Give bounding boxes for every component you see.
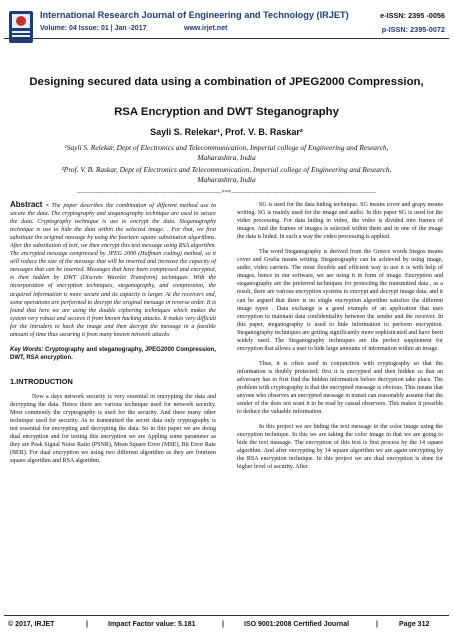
journal-name: International Research Journal of Engineering and Technology (IRJET) <box>40 10 349 20</box>
right-paragraph-1: SG is used for the data hiding technique. SG means cover and grapy means writing. SG is mainly used for the image and audio. In this paper SG is used for the video processing. For data hiding in video, the video is divided into frames of images. And the frames of images is selected within them and in one of the image the data is hided. In such a way the video processing is applied. <box>237 202 443 241</box>
footer-page-number: Page 312 <box>399 621 430 628</box>
footer-iso: ISO 9001:2008 Certified Journal <box>244 621 350 628</box>
keywords <box>10 346 216 362</box>
affiliation-2-line-1: ²Prof. V. B. Raskar, Dept of Electronics and Telecommunication, Imperial college of Engineering and Research, <box>61 165 392 174</box>
affiliation-1-line-2: Maharashtra, India <box>197 153 256 162</box>
keywords-text: Cryptography and steganography, JPEG2000 Compression, DWT, RSA encryption. <box>10 346 216 361</box>
e-issn: e-ISSN: 2395 -0056 <box>380 11 445 20</box>
paper-title <box>10 72 443 122</box>
footer-divider-1: | <box>86 621 88 628</box>
affiliation-1 <box>20 143 433 163</box>
section-separator: ---------------------------------------------------------------------***--------------------------------------------------------------------- <box>77 190 376 196</box>
journal-url[interactable]: www.irjet.net <box>184 25 228 32</box>
left-column <box>10 201 216 472</box>
journal-header <box>6 8 447 52</box>
footer-rule <box>4 615 449 616</box>
right-paragraph-4: In this project we are hiding the text message in the color image using the encryption technique. In this we are taking the color image in that we are going to hide the text massage. The encryption of this text is first process by the 14 square algorithm. And after encrypting by 14 square algorithm we are again encrypting by the RSA encryption technique. In this project we are dual encryption is done for higher level of security. After <box>237 424 443 471</box>
footer-copyright: © 2017, IRJET <box>8 621 55 628</box>
footer-impact-factor: Impact Factor value: 5.181 <box>108 621 196 628</box>
affiliation-1-line-1: ¹Sayli S. Relekar, Dept of Electronics and Telecommunication, Imperial college of Engineering and Research, <box>64 143 389 152</box>
abstract-label: Abstract - <box>10 200 49 209</box>
right-paragraph-2: The word Steganography is derived from the Greece words Stegos means cover and Grafia means writing. Steganography can be achieved by using image, audio, video carriers. The most flexible and efficient way to use it is with help of images, hence in our software, we are using it in form of image. Encryption and steganography are the preferred techniques for protecting the transmitted data , as a result, there are various encryption systems to encrypt and decrypt image data, and it can be argued that there is no single encryption algorithm satisfies the different image types . Data exchange is a good example of an application that uses encryption to maintain data confidentiality between the sender and the receiver. In this paper, steganography is used to hide information to perform encryption. Steganography techniques are getting significantly more sophisticated and have been widely used. The Steganography techniques are the perfect supplement for encryption that allows a user to hide large amounts of information within an image. <box>237 249 443 352</box>
intro-heading: 1.INTRODUCTION <box>10 376 73 386</box>
p-issn: p-ISSN: 2395-0072 <box>381 25 445 34</box>
footer-divider-3: | <box>376 621 378 628</box>
authors: Sayli S. Relekar¹, Prof. V. B. Raskar² <box>150 127 303 137</box>
abstract-text: The paper describes the combination of different method use to secure the data. The cryptography and steganography technique are used to secure the data. Cryptography technique is use to encrypt the data. Steganography technique is use to hide the data within the selected image. . For that, we first substitute the original message by using the fourteen square substitution algorithms. After the substitution of text, we then encrypt this text message using RSA algorithm. The encrypted message compressed by JPEG 2000 (Huffman coding) method, so it will reduce the size of the message that will be inserted and increase the capacity of messages that can be inserted. Messages that have been compressed and encrypted, is then hidden by DWT (Discrete Wavelet Transform) techniques. With the incorporation of encryption techniques, steganography, and compression, the acquired information is more secure and its capacity is larger. At the receivers end, some operations are performed to decrypt the original message in reverse order. It is found that here we are using the double ciphering techniques which makes the system very robust and secures it from known hacking attacks. It makes very difficult for the intruders to hack the image and then decrypt the message in a feasible amount of time thus securing it from many known network attacks <box>10 203 216 338</box>
footer-divider-2: | <box>222 621 224 628</box>
affiliation-2-line-2: Maharashtra, India <box>197 175 256 184</box>
header-rule <box>4 38 449 39</box>
title-line-2: RSA Encryption and DWT Steganography <box>114 106 339 118</box>
abstract <box>10 201 216 339</box>
intro-paragraph: Now a days network security is very essential in encrypting the data and decrypting the data. Hence there are various technique used for network security. Most commonly the cryptography is used for the security. And there many other technique used for security. As to transmitted the secret data only cryptography is not essential for encrypting and decrypting the data. So in this paper we are doing dual encryption and for testing this encryption we are Appling some parameter as they are Peak Signal Noise Ratio (PSNR), Mean Square Error (MSE), Bit Error Rate (BER). For dual encryption we using two different algorithm as they are fourteen square algorithm and RSA algorithm. <box>10 393 216 465</box>
right-paragraph-3: Thus, it is often used in conjunction with cryptography so that the information is doubly protected; first it is encrypted and then hidden so that an adversary has to first find the hidden information before decryption take place. The problem with cryptography is that the encrypted message is obvious. This means that anyone who observes an encrypted message in transit can reasonably assume that the sender of the does not want it to be read by casual observers. This makes it possible to deduce the valuable information. <box>237 360 443 416</box>
right-column <box>237 201 443 478</box>
title-line-1: Designing secured data using a combination of JPEG2000 Compression, <box>29 76 424 88</box>
volume-issue: Volume: 04 Issue: 01 | Jan -2017 <box>40 25 147 32</box>
keywords-label: Key Words: <box>10 346 44 353</box>
affiliation-2 <box>20 165 433 185</box>
